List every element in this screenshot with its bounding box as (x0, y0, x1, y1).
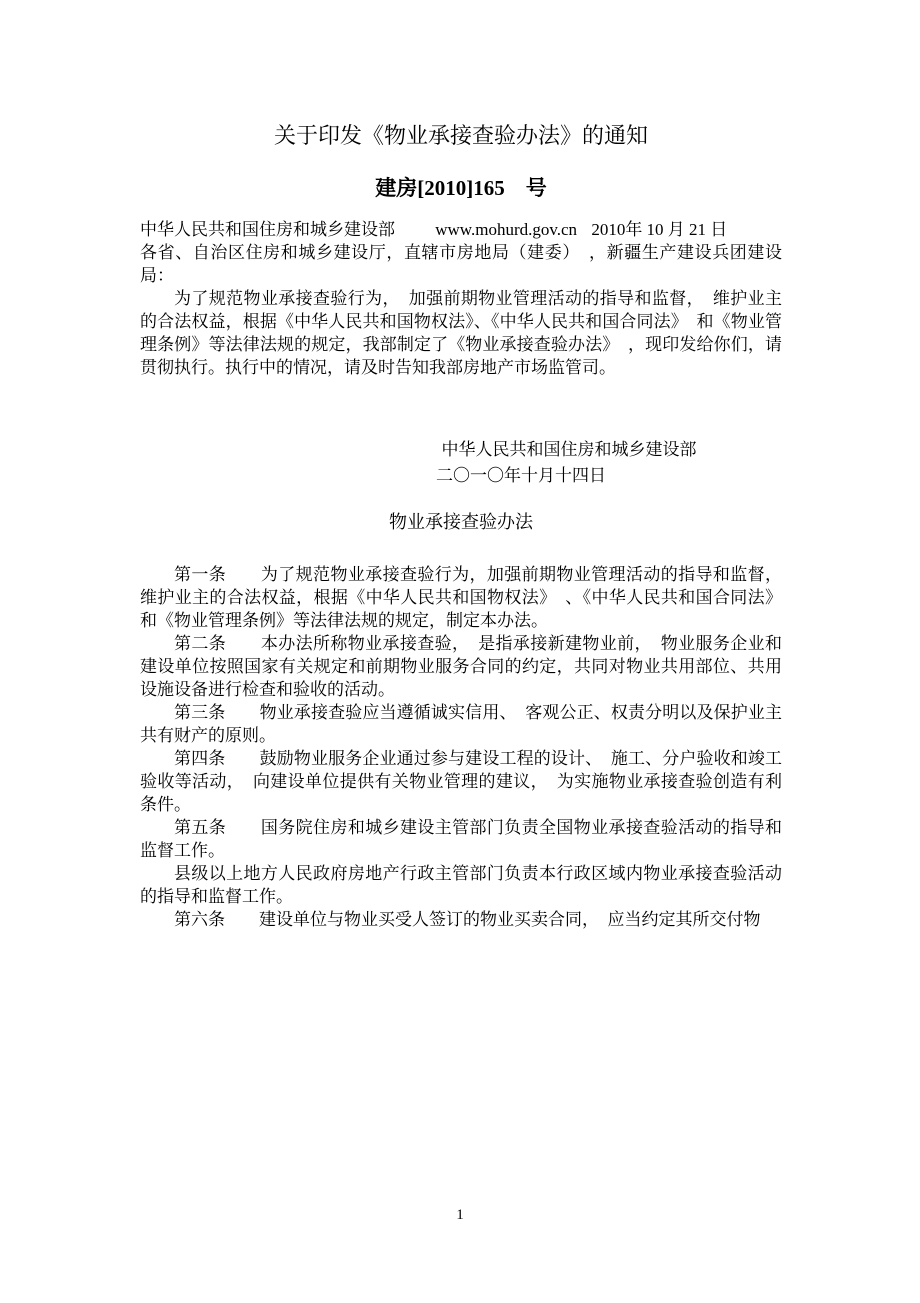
article-2-paragraph: 第二条 本办法所称物业承接查验， 是指承接新建物业前， 物业服务企业和建设单位按照国家有关规定和前期物业服务合同的约定，共同对物业共用部位、共用设施设备进行检查和验收的活动。 (140, 634, 782, 699)
article-3-paragraph: 第三条 物业承接查验应当遵循诚实信用、 客观公正、权责分明以及保护业主共有财产的原则。 (140, 703, 782, 745)
doc-title: 关于印发《物业承接查验办法》的通知 (273, 123, 648, 148)
article-5-paragraph: 第五条 国务院住房和城乡建设主管部门负责全国物业承接查验活动的指导和监督工作。 (140, 818, 782, 860)
source-url: www.mohurd.gov.cn (435, 220, 578, 239)
article-5-subparagraph: 县级以上地方人民政府房地产行政主管部门负责本行政区域内物业承接查验活动的指导和监督工作。 (140, 864, 782, 906)
page-number: 1 (456, 1207, 464, 1223)
article-4-paragraph: 第四条 鼓励物业服务企业通过参与建设工程的设计、 施工、分户验收和竣工验收等活动， 向建设单位提供有关物业管理的建议， 为实施物业承接查验创造有利条件。 (140, 749, 782, 814)
publish-date: 2010年 10 月 21 日 (591, 220, 728, 239)
article-6-paragraph: 第六条 建设单位与物业买受人签订的物业买卖合同， 应当约定其所交付物 (174, 910, 761, 929)
salutation: 各省、自治区住房和城乡建设厅，直辖市房地局（建委） ，新疆生产建设兵团建设局： (140, 243, 782, 285)
doc-number: 建房[2010]165 号 (375, 176, 547, 200)
meta-line (140, 218, 782, 241)
regulation-title: 物业承接查验办法 (389, 512, 533, 532)
articles-section (140, 563, 782, 931)
signature-date: 二〇一〇年十月十四日 (436, 466, 606, 485)
issuer-name: 中华人民共和国住房和城乡建设部 (140, 220, 395, 239)
article-1-paragraph: 第一条 为了规范物业承接查验行为，加强前期物业管理活动的指导和监督，维护业主的合法权益，根据《中华人民共和国物权法》 、《中华人民共和国合同法》和《物业管理条例》等法律法规的规定，制定本办法。 (140, 565, 782, 630)
signature-block (140, 437, 782, 489)
intro-paragraph: 为了规范物业承接查验行为， 加强前期物业管理活动的指导和监督， 维护业主的合法权益，根据《中华人民共和国物权法》、《中华人民共和国合同法》 和《物业管理条例》等法律法规的规定，我部制定了《物业承接查验办法》 ，现印发给你们，请贯彻执行。执行中的情况，请及时告知我部房地产市场监管司。 (140, 289, 782, 377)
signature-org: 中华人民共和国住房和城乡建设部 (441, 440, 697, 459)
